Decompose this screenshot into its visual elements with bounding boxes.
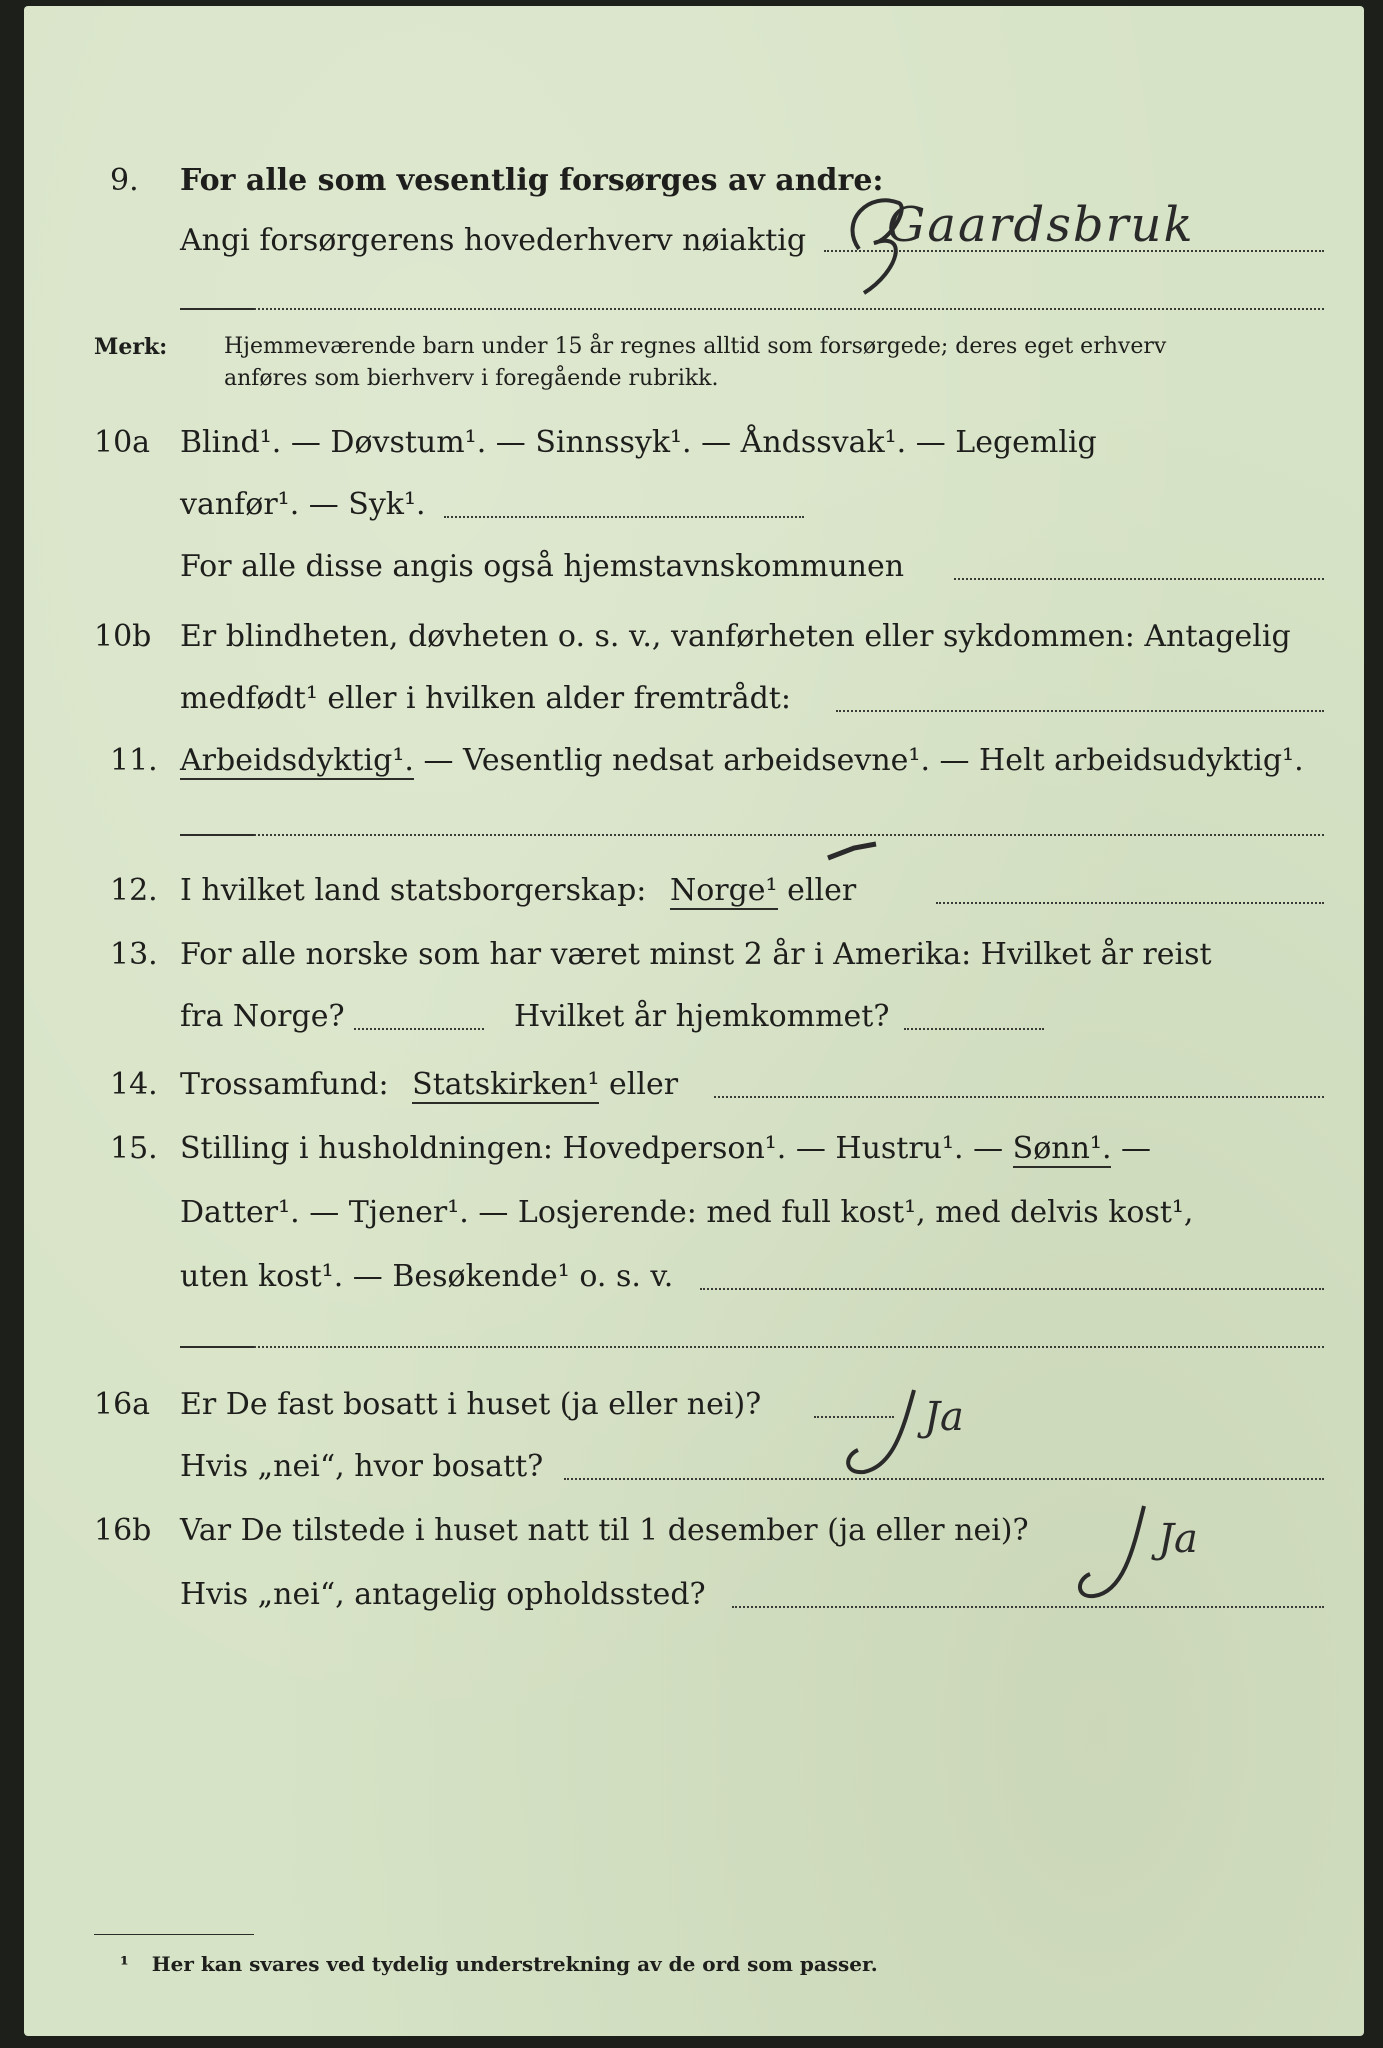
q16b-line2-dots [732, 1606, 1324, 1608]
q10b-line2-dots [836, 710, 1324, 712]
q15-line3: uten kost¹. — Besøkende¹ o. s. v. [180, 1259, 674, 1294]
q15-rule-short [180, 1346, 254, 1348]
q12-opt-underlined: Norge¹ [669, 873, 778, 908]
q11-handwritten-mark [824, 836, 884, 870]
q11-rest: — Vesentlig nedsat arbeidsevne¹. — Helt arbeidsudyktig¹. [423, 743, 1304, 778]
q9-answer-handwriting [829, 181, 1299, 301]
q9-answer-text: Gaardsbruk [887, 197, 1195, 253]
footnote-rule [94, 1934, 254, 1935]
q11-rule-dotted [254, 834, 1324, 836]
q16b-number: 16b [94, 1513, 152, 1548]
q13-line1: For alle norske som har været minst 2 år i Amerika: Hvilket år reist [180, 937, 1212, 972]
q9-line1: For alle som vesentlig forsørges av andre: [180, 163, 884, 198]
q10a-line2: vanfør¹. — Syk¹. [180, 487, 426, 522]
q14-text: Trossamfund: [180, 1067, 389, 1102]
q14-number: 14. [110, 1067, 158, 1102]
merk-line1: Hjemmeværende barn under 15 år regnes alltid som forsørgede; deres eget erhverv [224, 334, 1167, 359]
q15-line2: Datter¹. — Tjener¹. — Losjerende: med full kost¹, med delvis kost¹, [180, 1195, 1194, 1230]
q16b-line1: Var De tilstede i huset natt til 1 desember (ja eller nei)? [180, 1513, 1029, 1548]
q10b-number: 10b [94, 619, 152, 654]
q15-number: 15. [110, 1131, 158, 1166]
q15-line1a: Stilling i husholdningen: Hovedperson¹. — Hustru¹. — [180, 1131, 1004, 1166]
q10a-line3: For alle disse angis også hjemstavnskommunen [180, 549, 905, 584]
q12-dots [936, 902, 1324, 904]
q13-dots-b [904, 1028, 1044, 1030]
q16a-answer-handwriting [824, 1376, 1024, 1486]
q11-number: 11. [110, 743, 158, 778]
q12-number: 12. [110, 873, 158, 908]
q16a-answer-text: Ja [924, 1394, 964, 1440]
q9-number: 9. [110, 163, 139, 198]
q16a-line2: Hvis „nei“, hvor bosatt? [180, 1449, 544, 1484]
q10a-line2-dots [444, 516, 804, 518]
q12-text: I hvilket land statsborgerskap: [180, 873, 647, 908]
merk-line2: anføres som bierhverv i foregående rubrikk. [224, 366, 719, 391]
q13-line2a: fra Norge? [180, 999, 345, 1034]
q15-opt-underlined: Sønn¹. [1012, 1131, 1112, 1166]
q14-opt-underlined: Statskirken¹ [412, 1067, 600, 1102]
q9-line2: Angi forsørgerens hovederhverv nøiaktig [180, 223, 807, 258]
q15-rule-dotted [254, 1346, 1324, 1348]
q14-dots [714, 1096, 1324, 1098]
q10b-line2: medfødt¹ eller i hvilken alder fremtrådt: [180, 681, 791, 716]
footnote-text: Her kan svares ved tydelig understrekning av de ord som passer. [151, 1952, 878, 1976]
q14-line [180, 1067, 679, 1102]
q16b-answer-handwriting [1064, 1496, 1284, 1616]
q16b-line2: Hvis „nei“, antagelig opholdssted? [180, 1577, 706, 1612]
q16a-number: 16a [94, 1387, 151, 1422]
q16a-line2-dots [564, 1478, 1324, 1480]
q10a-line3-dots [954, 578, 1324, 580]
q15-line1 [180, 1131, 1152, 1166]
census-form-page [24, 6, 1364, 2036]
q10a-line1: Blind¹. — Døvstum¹. — Sinnssyk¹. — Åndssvak¹. — Legemlig [180, 425, 1097, 460]
q15-line3-dots [700, 1288, 1324, 1290]
q10b-line1: Er blindheten, døvheten o. s. v., vanførheten eller sykdommen: Antagelig [180, 619, 1291, 654]
q9-rule-short [180, 308, 254, 310]
q11-line [180, 743, 1304, 778]
q12-tail: eller [787, 873, 857, 908]
q13-dots-a [354, 1028, 484, 1030]
footnote [120, 1954, 878, 1974]
q12-line [180, 873, 857, 908]
footnote-mark: ¹ [120, 1952, 129, 1976]
q11-rule-short [180, 834, 254, 836]
q15-line1b: — [1121, 1131, 1152, 1166]
q14-tail: eller [609, 1067, 679, 1102]
q16b-answer-text: Ja [1158, 1516, 1198, 1562]
q9-rule-dotted [254, 308, 1324, 310]
q13-line2b: Hvilket år hjemkommet? [514, 999, 890, 1034]
q10a-number: 10a [94, 425, 151, 460]
q13-number: 13. [110, 937, 158, 972]
q11-opt-underlined: Arbeidsdyktig¹. [180, 743, 414, 778]
q16a-line1: Er De fast bosatt i huset (ja eller nei)? [180, 1387, 762, 1422]
merk-label: Merk: [94, 334, 168, 360]
